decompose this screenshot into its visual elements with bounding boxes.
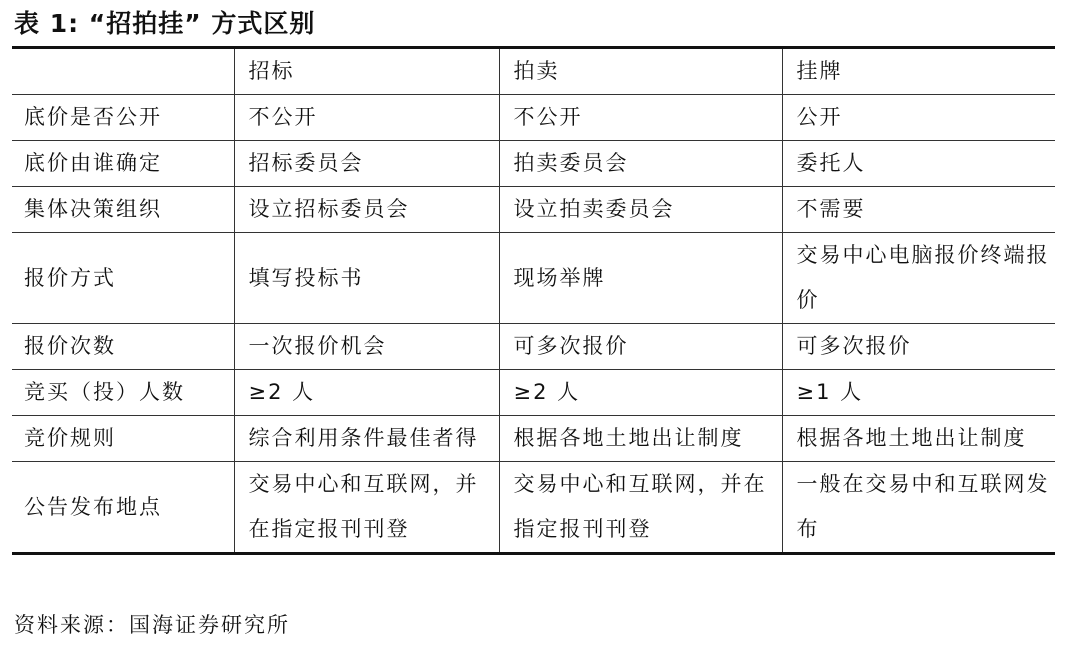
- table-row: [12, 370, 1055, 416]
- table-header-row: [12, 48, 1055, 95]
- table-cell: ≥2 人: [234, 370, 499, 416]
- table-row: [12, 95, 1055, 141]
- table-cell: 不公开: [499, 95, 782, 141]
- row-header: 集体决策组织: [12, 187, 234, 233]
- table-row: [12, 141, 1055, 187]
- source-note: 资料来源：国海证券研究所: [14, 613, 290, 637]
- row-header: 报价方式: [12, 233, 234, 324]
- comparison-table: [12, 46, 1055, 555]
- table-cell: 根据各地土地出让制度: [782, 416, 1055, 462]
- table-cell: 招标委员会: [234, 141, 499, 187]
- row-header: 竞价规则: [12, 416, 234, 462]
- row-header: 竞买（投）人数: [12, 370, 234, 416]
- table-cell: 交易中心和互联网，并在指定报刊刊登: [234, 462, 499, 554]
- table-cell: 可多次报价: [499, 324, 782, 370]
- table-cell: 根据各地土地出让制度: [499, 416, 782, 462]
- table-title: 表 1: “招拍挂” 方式区别: [14, 9, 316, 38]
- table-row: [12, 462, 1055, 554]
- table-cell: 现场举牌: [499, 233, 782, 324]
- header-cell-zhaobiao: 招标: [234, 48, 499, 95]
- table-cell: 综合利用条件最佳者得: [234, 416, 499, 462]
- table-cell: 一般在交易中和互联网发布: [782, 462, 1055, 554]
- table-cell: 拍卖委员会: [499, 141, 782, 187]
- row-header: 报价次数: [12, 324, 234, 370]
- table-row: [12, 187, 1055, 233]
- table-cell: 交易中心和互联网，并在指定报刊刊登: [499, 462, 782, 554]
- table-cell: 设立拍卖委员会: [499, 187, 782, 233]
- table-row: [12, 324, 1055, 370]
- table-cell: 设立招标委员会: [234, 187, 499, 233]
- row-header: 底价由谁确定: [12, 141, 234, 187]
- table-cell: 不需要: [782, 187, 1055, 233]
- table-cell: 不公开: [234, 95, 499, 141]
- header-cell-guapai: 挂牌: [782, 48, 1055, 95]
- header-cell-empty: [12, 48, 234, 95]
- table-cell: 公开: [782, 95, 1055, 141]
- row-header: 底价是否公开: [12, 95, 234, 141]
- table-cell: 可多次报价: [782, 324, 1055, 370]
- table-row: [12, 233, 1055, 324]
- table-row: [12, 416, 1055, 462]
- table-cell: 填写投标书: [234, 233, 499, 324]
- table-cell: 委托人: [782, 141, 1055, 187]
- row-header: 公告发布地点: [12, 462, 234, 554]
- table-cell: 交易中心电脑报价终端报价: [782, 233, 1055, 324]
- table-cell: 一次报价机会: [234, 324, 499, 370]
- table-cell: ≥2 人: [499, 370, 782, 416]
- table-cell: ≥1 人: [782, 370, 1055, 416]
- header-cell-paimai: 拍卖: [499, 48, 782, 95]
